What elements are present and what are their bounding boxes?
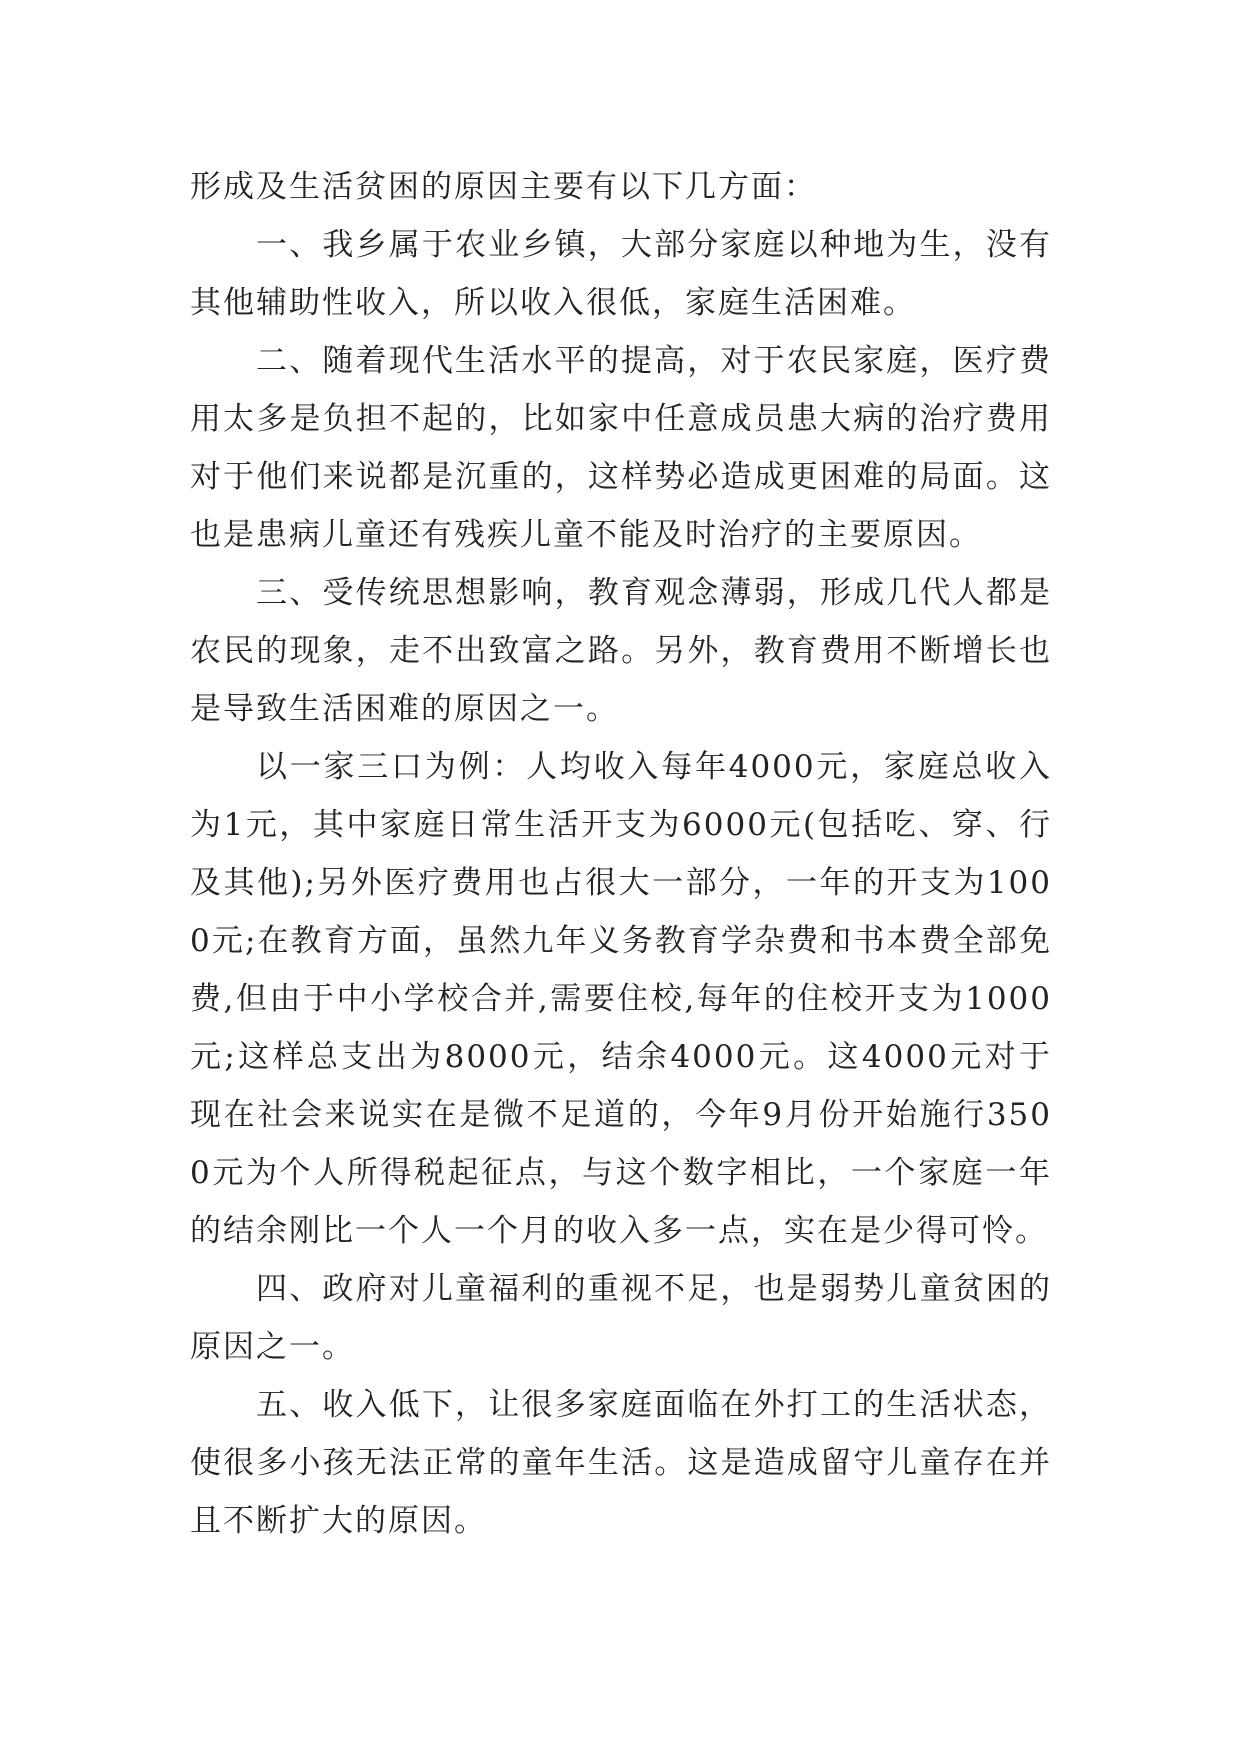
paragraph-reason-2: 二、随着现代生活水平的提高，对于农民家庭，医疗费用太多是负担不起的，比如家中任意成员患大病的治疗费用对于他们来说都是沉重的，这样势必造成更困难的局面。这也是患病儿童还有残疾儿童不能及时治疗的主要原因。: [190, 343, 1052, 553]
paragraph-intro: 形成及生活贫困的原因主要有以下几方面：: [190, 169, 817, 205]
paragraph-reason-4: 四、政府对儿童福利的重视不足，也是弱势儿童贫困的原因之一。: [190, 1271, 1052, 1365]
paragraph-example: 以一家三口为例：人均收入每年4000元，家庭总收入为1元，其中家庭日常生活开支为6000元(包括吃、穿、行及其他);另外医疗费用也占很大一部分，一年的开支为1000元;在教育方面，虽然九年义务教育学杂费和书本费全部免费,但由于中小学校合并,需要住校,每年的住校开支为1000元;这样总支出为8000元，结余4000元。这4000元对于现在社会来说实在是微不足道的，今年9月份开始施行3500元为个人所得税起征点，与这个数字相比，一个家庭一年的结余刚比一个人一个月的收入多一点，实在是少得可怜。: [190, 749, 1052, 1249]
paragraph-reason-5: 五、收入低下，让很多家庭面临在外打工的生活状态，使很多小孩无法正常的童年生活。这是造成留守儿童存在并且不断扩大的原因。: [190, 1387, 1052, 1539]
paragraph-reason-1: 一、我乡属于农业乡镇，大部分家庭以种地为生，没有其他辅助性收入，所以收入很低，家庭生活困难。: [190, 227, 1052, 321]
document-body: [190, 158, 1052, 1550]
paragraph-reason-3: 三、受传统思想影响，教育观念薄弱，形成几代人都是农民的现象，走不出致富之路。另外，教育费用不断增长也是导致生活困难的原因之一。: [190, 575, 1052, 727]
